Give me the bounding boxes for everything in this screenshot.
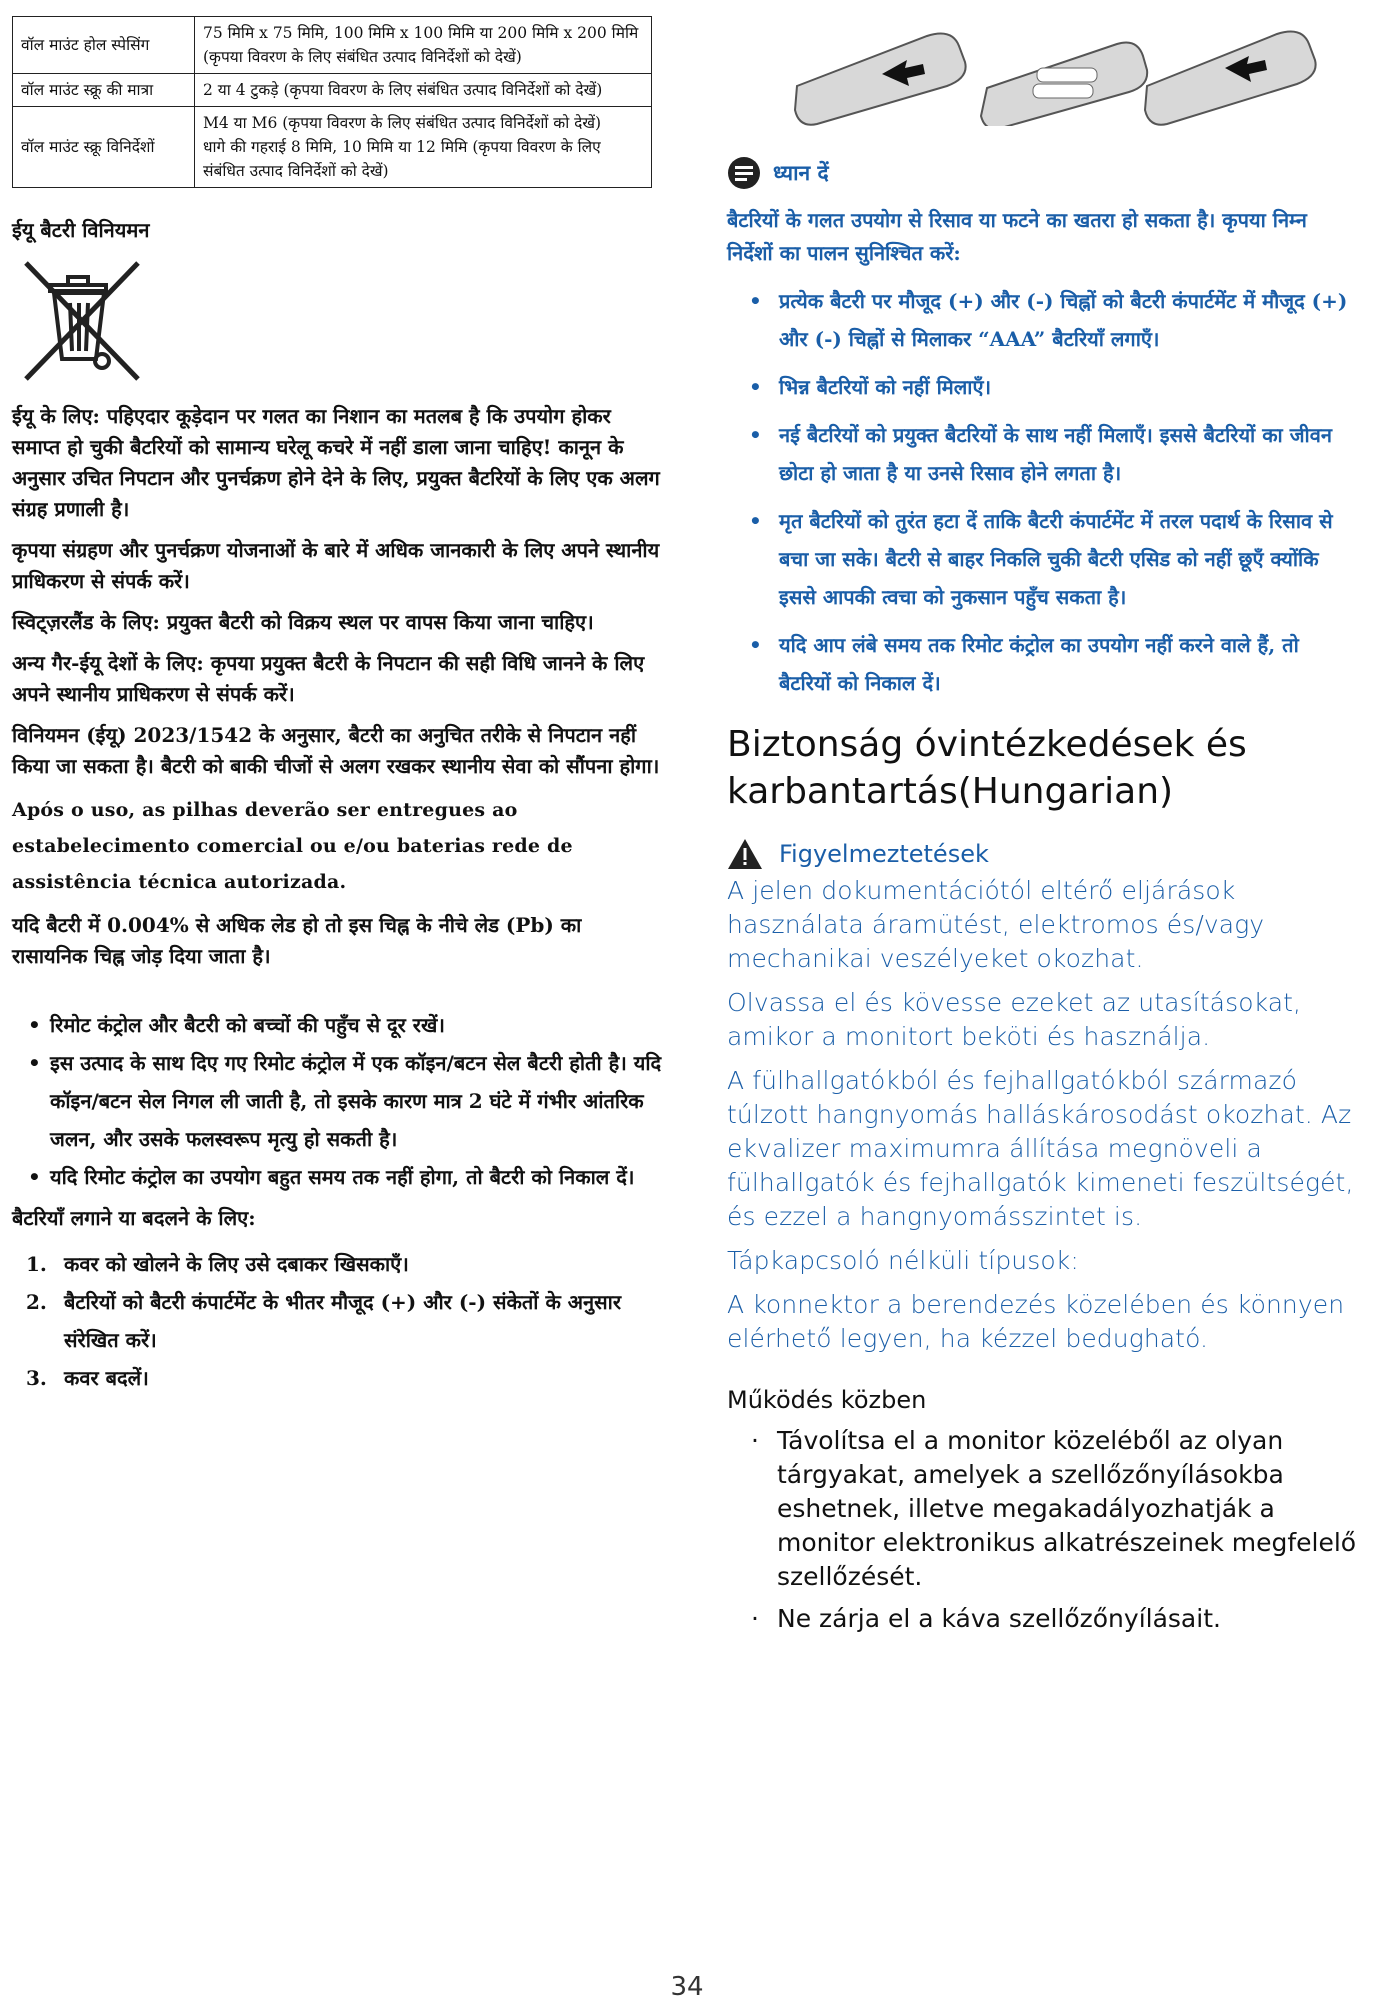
left-column: [12, 16, 662, 1397]
eu-paragraph: ईयू के लिए: पहिएदार कूड़ेदान पर गलत का निशान का मतलब है कि उपयोग होकर समाप्त हो चुकी बैटरियों को सामान्य घरेलू कचरे में नहीं डाला जाना चाहिए! कानून के अनुसार उचित निपटान और पुनर्चक्रण होने देने के लिए, प्रयुक्त बैटरियों के लिए एक अलग संग्रह प्रणाली है।: [12, 404, 660, 522]
hu-paragraph: A fülhallgatókból és fejhallgatókból származó túlzott hangnyomás halláskárosodást okozhat. Az ekvalizer maximumra állítása megnöveli a fülhallgatók és fejhallgatók kimeneti feszültségét, és ezzel a hangnyomásszintet is.: [727, 1065, 1354, 1231]
hungarian-section-title: Biztonság óvintézkedések és karbantartás(Hungarian): [727, 724, 1247, 812]
right-column: [727, 16, 1357, 1644]
operation-bullet-list: [727, 1424, 1357, 1636]
table-row: [13, 17, 652, 74]
spec-label: वॉल माउंट स्क्रू विनिर्देशों: [13, 107, 195, 188]
warnings-heading: Figyelmeztetések: [727, 838, 1357, 870]
spec-value: 75 मिमि x 75 मिमि, 100 मिमि x 100 मिमि या 200 मिमि x 200 मिमि (कृपया विवरण के लिए संबंधित उत्पाद विनिर्देशों को देखें): [195, 17, 652, 74]
note-intro: बैटरियों के गलत उपयोग से रिसाव या फटने का खतरा हो सकता है। कृपया निम्न निर्देशों का पालन सुनिश्चित करें:: [727, 208, 1307, 265]
spec-value: M4 या M6 (कृपया विवरण के लिए संबंधित उत्पाद विनिर्देशों को देखें) धागे की गहराई 8 मिमि, 10 मिमि या 12 मिमि (कृपया विवरण के लिए संबंधित उत्पाद विनिर्देशों को देखें): [195, 107, 652, 188]
note-bullet-list: [727, 282, 1357, 702]
list-item: · Ne zárja el a káva szellőzőnyílásait.: [751, 1603, 1221, 1633]
table-row: [13, 107, 652, 188]
eu-battery-heading: ईयू बैटरी विनियमन: [12, 218, 150, 243]
list-item: 3. कवर बदलें।: [26, 1366, 149, 1391]
hu-paragraph: Tápkapcsoló nélküli típusok:: [727, 1245, 1079, 1275]
remote-battery-illustration: [787, 16, 1327, 126]
hu-paragraph: A konnektor a berendezés közelében és könnyen elérhető legyen, ha kézzel bedugható.: [727, 1289, 1345, 1353]
page-number: 34: [670, 1972, 704, 2002]
list-item: • भिन्न बैटरियों को नहीं मिलाएँ।: [749, 375, 992, 399]
wall-mount-spec-table: [12, 16, 652, 188]
crossed-bin-icon: [12, 251, 152, 391]
note-icon: [727, 156, 761, 190]
list-item: • प्रत्येक बैटरी पर मौजूद (+) और (-) चिह्नों को बैटरी कंपार्टमेंट में मौजूद (+) और (-) चिह्नों से मिलाकर “AAA” बैटरियाँ लगाएँ।: [749, 289, 1348, 351]
note-heading: ध्यान दें: [727, 156, 1357, 190]
spec-value: 2 या 4 टुकड़े (कृपया विवरण के लिए संबंधित उत्पाद विनिर्देशों को देखें): [195, 74, 652, 107]
list-item: • नई बैटरियों को प्रयुक्त बैटरियों के साथ नहीं मिलाएँ। इससे बैटरियों का जीवन छोटा हो जाता है या उनसे रिसाव होने लगता है।: [749, 423, 1332, 485]
install-heading: बैटरियाँ लगाने या बदलने के लिए:: [12, 1206, 256, 1231]
eu-paragraph: अन्य गैर-ईयू देशों के लिए: कृपया प्रयुक्त बैटरी के निपटान की सही विधि जानने के लिए अपने स्थानीय प्राधिकरण से संपर्क करें।: [12, 651, 645, 707]
list-item: • यदि रिमोट कंट्रोल का उपयोग बहुत समय तक नहीं होगा, तो बैटरी को निकाल दें।: [28, 1165, 635, 1190]
spec-label: वॉल माउंट स्क्रू की मात्रा: [13, 74, 195, 107]
spec-label: वॉल माउंट होल स्पेसिंग: [13, 17, 195, 74]
portuguese-note: Após o uso, as pilhas deverão ser entregues ao estabelecimento comercial ou e/ou baterias rede de assistência técnica autorizada.: [12, 799, 573, 894]
list-item: · Távolítsa el a monitor közeléből az olyan tárgyakat, amelyek a szellőzőnyílásokba eshetnek, illetve megakadályozhatják a monitor elektronikus alkatrészeinek megfelelő szellőzését.: [751, 1425, 1357, 1591]
table-row: [13, 74, 652, 107]
warning-icon: [727, 838, 763, 870]
eu-paragraph: स्विट्ज़रलैंड के लिए: प्रयुक्त बैटरी को विक्रय स्थल पर वापस किया जाना चाहिए।: [12, 610, 594, 635]
operation-heading: Működés közben: [727, 1385, 927, 1414]
list-item: • इस उत्पाद के साथ दिए गए रिमोट कंट्रोल में एक कॉइन/बटन सेल बैटरी होती है। यदि कॉइन/बटन सेल निगल ली जाती है, तो इसके कारण मात्र 2 घंटे में गंभीर आंतरिक जलन, और उसके फलस्वरूप मृत्यु हो सकती है।: [28, 1051, 662, 1152]
eu-paragraph: विनियमन (ईयू) 2023/1542 के अनुसार, बैटरी का अनुचित तरीके से निपटान नहीं किया जा सकता है। बैटरी को बाकी चीजों से अलग रखकर स्थानीय सेवा को सौंपना होगा।: [12, 723, 660, 779]
hu-paragraph: Olvassa el és kövesse ezeket az utasításokat, amikor a monitort beköti és használja.: [727, 987, 1302, 1051]
list-item: 1. कवर को खोलने के लिए उसे दबाकर खिसकाएँ।: [26, 1252, 409, 1277]
eu-paragraph: कृपया संग्रहण और पुनर्चक्रण योजनाओं के बारे में अधिक जानकारी के लिए अपने स्थानीय प्राधिकरण से संपर्क करें।: [12, 538, 660, 594]
list-item: 2. बैटरियों को बैटरी कंपार्टमेंट के भीतर मौजूद (+) और (-) संकेतों के अनुसार संरेखित करें।: [26, 1290, 622, 1353]
install-steps: [12, 1245, 662, 1397]
safety-bullet-list: [12, 1006, 662, 1196]
list-item: • मृत बैटरियों को तुरंत हटा दें ताकि बैटरी कंपार्टमेंट में तरल पदार्थ के रिसाव से बचा जा सके। बैटरी से बाहर निकलि चुकी बैटरी एसिड को नहीं छूएँ क्योंकि इससे आपकी त्वचा को नुकसान पहुँच सकता है।: [749, 509, 1333, 609]
list-item: • रिमोट कंट्रोल और बैटरी को बच्चों की पहुँच से दूर रखें।: [28, 1013, 445, 1038]
hu-paragraph: A jelen dokumentációtól eltérő eljárások használata áramütést, elektromos és/vagy mechanikai veszélyeket okozhat.: [727, 875, 1265, 973]
lead-note: यदि बैटरी में 0.004% से अधिक लेड हो तो इस चिह्न के नीचे लेड (Pb) का रासायनिक चिह्न जोड़ दिया जाता है।: [12, 913, 582, 969]
list-item: • यदि आप लंबे समय तक रिमोट कंट्रोल का उपयोग नहीं करने वाले हैं, तो बैटरियों को निकाल दें।: [749, 633, 1299, 695]
